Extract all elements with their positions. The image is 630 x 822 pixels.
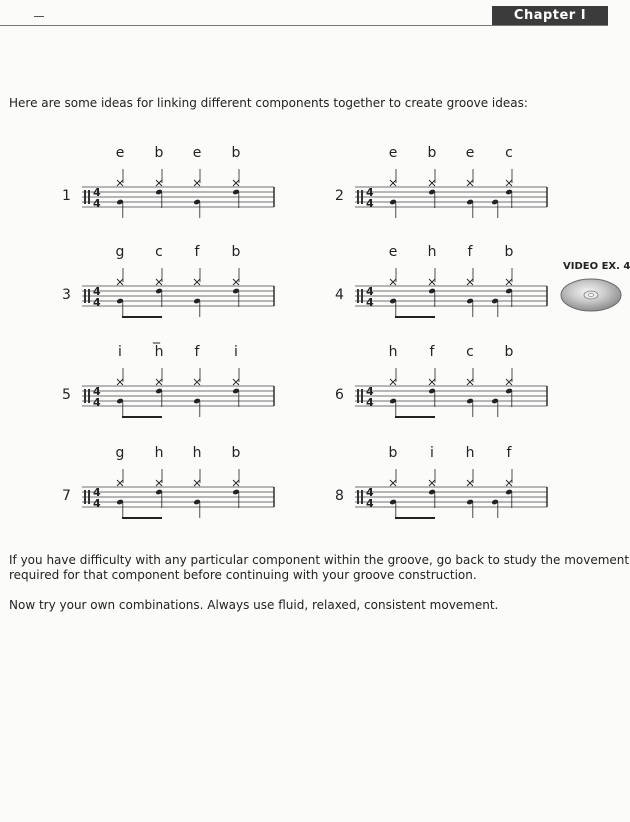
component-letter: i xyxy=(234,344,238,360)
component-letter: e xyxy=(388,244,398,260)
svg-text:4: 4 xyxy=(366,197,374,210)
svg-text:4: 4 xyxy=(93,285,101,298)
example-number: 2 xyxy=(335,188,344,204)
svg-text:4: 4 xyxy=(366,296,374,309)
component-letter: f xyxy=(194,344,200,360)
svg-text:4: 4 xyxy=(366,385,374,398)
example-number: 1 xyxy=(62,188,71,204)
component-letter: f xyxy=(506,445,512,461)
component-letter: c xyxy=(155,244,163,260)
groove-example xyxy=(335,145,575,230)
component-letter: e xyxy=(388,145,398,161)
component-letter: h xyxy=(427,244,437,260)
component-letter: c xyxy=(505,145,513,161)
video-label: VIDEO EX. 4 xyxy=(563,261,630,272)
component-letter: h̅ xyxy=(154,344,164,360)
component-letter: c xyxy=(466,344,474,360)
svg-text:4: 4 xyxy=(366,396,374,409)
example-number: 8 xyxy=(335,488,344,504)
component-letter: f xyxy=(194,244,200,260)
groove-example xyxy=(335,445,575,530)
component-letter: f xyxy=(429,344,435,360)
component-letter: g xyxy=(115,445,125,461)
example-number: 3 xyxy=(62,287,71,303)
chapter-tab xyxy=(492,6,608,26)
component-letter: b xyxy=(504,344,514,360)
svg-text:4: 4 xyxy=(93,296,101,309)
component-letter: e xyxy=(465,145,475,161)
component-letter: i xyxy=(118,344,122,360)
component-letter: e xyxy=(115,145,125,161)
example-number: 4 xyxy=(335,287,344,303)
svg-text:4: 4 xyxy=(366,285,374,298)
groove-example xyxy=(335,344,575,429)
header-rule xyxy=(0,25,608,26)
svg-text:4: 4 xyxy=(366,486,374,499)
svg-text:4: 4 xyxy=(93,486,101,499)
svg-text:4: 4 xyxy=(93,186,101,199)
drum-staff xyxy=(335,344,575,429)
groove-example xyxy=(62,145,302,230)
component-letter: h xyxy=(192,445,202,461)
component-letter: h xyxy=(388,344,398,360)
component-letter: h xyxy=(465,445,475,461)
top-dash xyxy=(34,16,44,17)
groove-example xyxy=(62,344,302,429)
closing-paragraph: Now try your own combinations. Always use fluid, relaxed, consistent movement. xyxy=(9,598,499,612)
drum-staff xyxy=(62,445,302,530)
cd-icon xyxy=(560,278,622,312)
svg-text:4: 4 xyxy=(93,385,101,398)
drum-staff xyxy=(335,445,575,530)
drum-staff xyxy=(62,145,302,230)
component-letter: b xyxy=(388,445,398,461)
example-number: 6 xyxy=(335,387,344,403)
component-letter: f xyxy=(467,244,473,260)
groove-example xyxy=(62,244,302,329)
advice-paragraph: If you have difficulty with any particular component within the groove, go back to study the movement required for that component before continuing with your groove construction. xyxy=(9,553,630,582)
svg-text:4: 4 xyxy=(366,497,374,510)
drum-staff xyxy=(62,244,302,329)
drum-staff xyxy=(62,344,302,429)
example-number: 7 xyxy=(62,488,71,504)
drum-staff xyxy=(335,244,575,329)
component-letter: i xyxy=(430,445,434,461)
component-letter: b xyxy=(231,145,241,161)
svg-text:4: 4 xyxy=(93,396,101,409)
drum-staff xyxy=(335,145,575,230)
intro-text: Here are some ideas for linking different components together to create groove ideas: xyxy=(9,96,528,110)
groove-example xyxy=(62,445,302,530)
component-letter: e xyxy=(192,145,202,161)
chapter-label: Chapter I xyxy=(513,8,587,23)
svg-text:4: 4 xyxy=(93,497,101,510)
component-letter: b xyxy=(154,145,164,161)
svg-text:4: 4 xyxy=(366,186,374,199)
component-letter: g xyxy=(115,244,125,260)
component-letter: b xyxy=(504,244,514,260)
example-number: 5 xyxy=(62,387,71,403)
groove-example xyxy=(335,244,575,329)
svg-text:4: 4 xyxy=(93,197,101,210)
component-letter: b xyxy=(231,445,241,461)
component-letter: b xyxy=(427,145,437,161)
component-letter: h xyxy=(154,445,164,461)
component-letter: b xyxy=(231,244,241,260)
